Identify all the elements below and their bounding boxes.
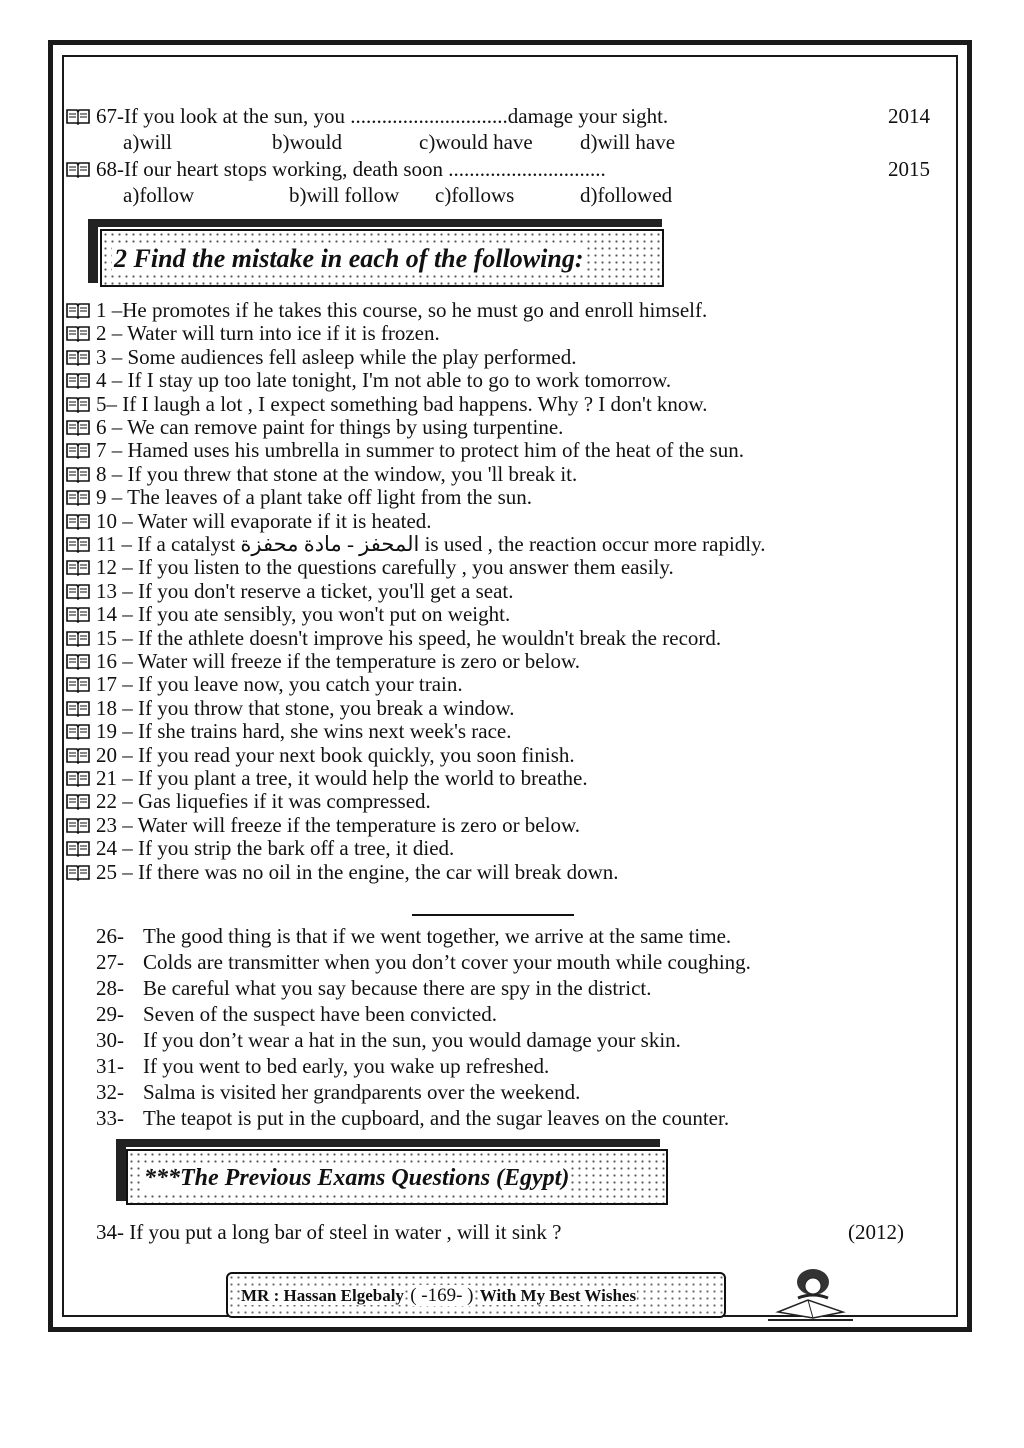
book-icon <box>66 396 90 413</box>
book-icon <box>66 442 90 459</box>
mistake-item <box>66 719 512 743</box>
mistake-number: 30- <box>96 1028 124 1052</box>
mistake-number: 26- <box>96 924 124 948</box>
mistake-item <box>66 532 766 556</box>
mistake-item <box>66 579 514 603</box>
mistake-text: If you went to bed early, you wake up refreshed. <box>143 1054 550 1078</box>
mistake-text: 18 – If you throw that stone, you break a window. <box>96 695 515 720</box>
book-icon <box>66 653 90 670</box>
mistake-text: Salma is visited her grandparents over the weekend. <box>143 1080 581 1104</box>
mistake-text: 3 – Some audiences fell asleep while the play performed. <box>96 344 577 369</box>
mistake-text: 7 – Hamed uses his umbrella in summer to protect him of the heat of the sun. <box>96 438 744 463</box>
exams-title: ***The Previous Exams Questions (Egypt) <box>144 1165 570 1191</box>
mistake-text: The good thing is that if we went together, we arrive at the same time. <box>143 924 732 948</box>
footer-text <box>240 1285 637 1307</box>
mistake-item <box>66 672 463 696</box>
mistake-text: 15 – If the athlete doesn't improve his speed, he wouldn't break the record. <box>96 625 722 650</box>
mistake-text: 16 – Water will freeze if the temperature is zero or below. <box>96 649 581 673</box>
mistake-text: 22 – Gas liquefies if it was compressed. <box>96 789 431 814</box>
option: a)follow <box>123 183 195 207</box>
mistake-item <box>66 509 432 533</box>
mistake-number: 29- <box>96 1002 124 1026</box>
mcq-question: 67-If you look at the sun, you ..............................damage your sight. <box>66 104 668 128</box>
divider <box>412 914 574 916</box>
mistake-text: 24 – If you strip the bark off a tree, it died. <box>96 836 455 861</box>
book-icon <box>66 723 90 740</box>
mistake-number: 32- <box>96 1080 124 1104</box>
book-icon <box>66 630 90 647</box>
banner-shadow <box>88 219 98 283</box>
mistake-text: 19 – If she trains hard, she wins next week's race. <box>96 719 512 744</box>
mistake-number: 33- <box>96 1106 124 1130</box>
mistake-text: Be careful what you say because there are spy in the district. <box>143 976 652 1000</box>
book-icon <box>66 747 90 764</box>
mistake-text: 11 – If a catalyst المحفز - مادة محفزة is used , the reaction occur more rapidly. <box>96 532 766 556</box>
mistake-text: Seven of the suspect have been convicted. <box>143 1002 497 1026</box>
book-icon <box>66 513 90 530</box>
mistake-item <box>66 649 580 673</box>
book-icon <box>66 864 90 881</box>
mistake-item <box>66 555 674 579</box>
mistake-text: Colds are transmitter when you don’t cover your mouth while coughing. <box>143 950 751 974</box>
mistake-text: 10 – Water will evaporate if it is heated. <box>96 508 432 533</box>
mistake-item <box>66 766 588 790</box>
banner-shadow <box>116 1139 660 1147</box>
mistake-text: 8 – If you threw that stone at the window, you 'll break it. <box>96 461 578 486</box>
mistake-number: 27- <box>96 950 124 974</box>
book-icon <box>66 325 90 342</box>
book-icon <box>66 606 90 623</box>
mistake-item <box>66 345 577 369</box>
book-icon <box>66 583 90 600</box>
mistake-number: 28- <box>96 976 124 1000</box>
mistake-item <box>66 462 577 486</box>
footer-author: MR : Hassan Elgebaly <box>241 1286 404 1305</box>
footer-wishes: With My Best Wishes <box>479 1286 637 1305</box>
mistake-item <box>66 298 707 322</box>
mistake-item <box>66 836 454 860</box>
book-icon <box>66 161 90 178</box>
book-icon <box>66 372 90 389</box>
book-icon <box>66 700 90 717</box>
mistake-text: 6 – We can remove paint for things by using turpentine. <box>96 415 564 439</box>
option: c)would have <box>419 130 533 154</box>
banner-shadow <box>116 1139 126 1201</box>
mistake-text: 23 – Water will freeze if the temperature is zero or below. <box>96 812 581 837</box>
option: b)would <box>272 130 342 154</box>
mistake-text: 12 – If you listen to the questions carefully , you answer them easily. <box>96 555 674 580</box>
book-icon <box>66 793 90 810</box>
mistake-item <box>66 602 510 626</box>
book-icon <box>66 770 90 787</box>
footer-page: ( -169- ) <box>410 1285 474 1306</box>
mistake-item <box>66 485 532 509</box>
option: d)followed <box>580 183 673 207</box>
book-icon <box>66 536 90 553</box>
mistake-text: 2 – Water will turn into ice if it is frozen. <box>96 321 440 346</box>
book-icon <box>66 489 90 506</box>
option: c)follows <box>435 183 515 207</box>
mistake-item <box>66 392 707 416</box>
mcq-question: 68-If our heart stops working, death soon .............................. <box>66 157 606 181</box>
mistake-text: 4 – If I stay up too late tonight, I'm not able to go to work tomorrow. <box>96 368 672 393</box>
mistake-item <box>66 438 744 462</box>
mistake-text: 17 – If you leave now, you catch your train. <box>96 672 463 697</box>
mistake-text: If you don’t wear a hat in the sun, you would damage your skin. <box>143 1028 681 1052</box>
mistake-item <box>66 368 671 392</box>
exam-question: 34- If you put a long bar of steel in water , will it sink ? <box>96 1220 562 1244</box>
option: a)will <box>123 130 172 154</box>
mistake-text: 21 – If you plant a tree, it would help the world to breathe. <box>96 766 588 790</box>
question-year: (2012) <box>848 1220 904 1244</box>
banner-shadow <box>88 219 662 227</box>
mistake-item <box>66 860 619 884</box>
option: d)will have <box>580 130 676 154</box>
mistake-item <box>66 743 575 767</box>
mistake-text: 13 – If you don't reserve a ticket, you'll get a seat. <box>96 578 514 603</box>
reading-student-icon <box>758 1262 858 1322</box>
book-icon <box>66 302 90 319</box>
mistake-text: 9 – The leaves of a plant take off light from the sun. <box>96 485 533 510</box>
question-year: 2015 <box>888 157 930 181</box>
section-title: 2 Find the mistake in each of the following: <box>114 244 584 273</box>
book-icon <box>66 419 90 436</box>
book-icon <box>66 840 90 857</box>
mistake-item <box>66 321 440 345</box>
mistake-text: 20 – If you read your next book quickly, you soon finish. <box>96 742 575 767</box>
mistake-text: 5– If I laugh a lot , I expect something bad happens. Why ? I don't know. <box>96 391 708 416</box>
mistake-number: 31- <box>96 1054 124 1078</box>
book-icon <box>66 108 90 125</box>
book-icon <box>66 349 90 366</box>
mistake-text: 14 – If you ate sensibly, you won't put on weight. <box>96 602 511 627</box>
book-icon <box>66 559 90 576</box>
book-icon <box>66 817 90 834</box>
mistake-item <box>66 415 563 439</box>
mistake-item <box>66 813 580 837</box>
book-icon <box>66 676 90 693</box>
mistake-item <box>66 696 515 720</box>
book-icon <box>66 466 90 483</box>
question-year: 2014 <box>888 104 930 128</box>
option: b)will follow <box>289 183 400 207</box>
mistake-item <box>66 789 431 813</box>
mistake-text: The teapot is put in the cupboard, and the sugar leaves on the counter. <box>143 1106 730 1130</box>
mistake-text: 1 –He promotes if he takes this course, so he must go and enroll himself. <box>96 298 708 322</box>
mistake-item <box>66 626 721 650</box>
mistake-text: 25 – If there was no oil in the engine, the car will break down. <box>96 859 619 884</box>
